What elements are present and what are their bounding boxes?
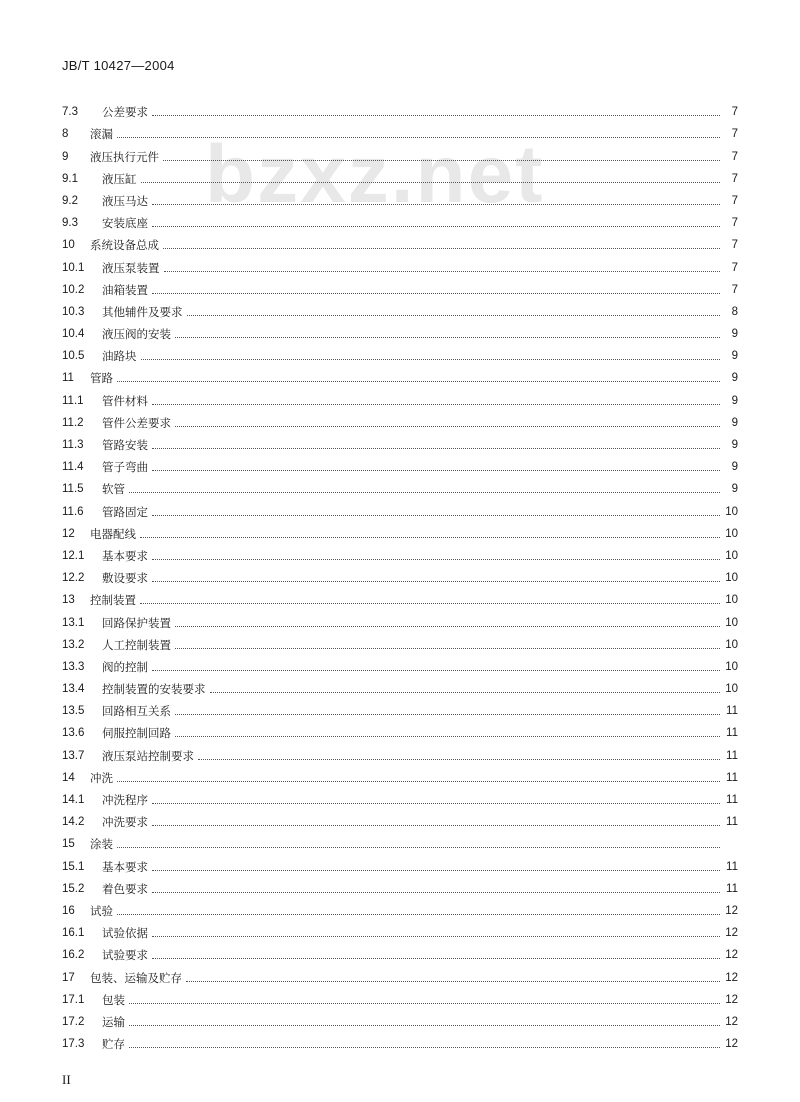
toc-leader-dots	[152, 869, 720, 871]
toc-entry	[62, 962, 738, 984]
toc-entry	[62, 275, 738, 297]
toc-entry-title: 液压缸	[102, 171, 137, 186]
toc-entry-page: 12	[725, 971, 738, 984]
toc-entry-number: 15.1	[62, 860, 85, 873]
toc-entry-title: 系统设备总成	[90, 238, 159, 253]
toc-leader-dots	[152, 203, 720, 205]
toc-entry-number: 9.2	[62, 194, 78, 207]
toc-entry-number: 9	[62, 150, 69, 163]
toc-entry	[62, 186, 738, 208]
toc-entry-number: 13.4	[62, 683, 85, 696]
toc-leader-dots	[129, 1046, 720, 1048]
toc-entry-number: 10.2	[62, 283, 85, 296]
toc-entry	[62, 896, 738, 918]
toc-entry-number: 16.2	[62, 949, 85, 962]
toc-entry-number: 15	[62, 838, 75, 851]
toc-entry-title: 基本要求	[102, 859, 148, 874]
toc-entry	[62, 141, 738, 163]
toc-leader-dots	[117, 136, 720, 138]
toc-entry-number: 17.3	[62, 1038, 85, 1051]
toc-leader-dots	[129, 1024, 720, 1026]
toc-entry	[62, 851, 738, 873]
toc-entry-number: 13.6	[62, 727, 85, 740]
toc-entry	[62, 541, 738, 563]
toc-entry-title: 人工控制装置	[102, 637, 171, 652]
toc-entry-title: 油路块	[102, 349, 137, 364]
toc-entry-title: 控制装置	[90, 593, 136, 608]
toc-entry-title: 敷设要求	[102, 571, 148, 586]
toc-entry	[62, 319, 738, 341]
toc-leader-dots	[117, 913, 720, 915]
toc-entry-title: 包装	[102, 992, 125, 1007]
toc-entry	[62, 874, 738, 896]
toc-entry-number: 12.1	[62, 549, 85, 562]
toc-entry-page: 9	[731, 394, 738, 407]
toc-entry-title: 其他辅件及要求	[102, 304, 183, 319]
toc-entry-page: 12	[725, 927, 738, 940]
toc-entry-page: 10	[725, 505, 738, 518]
toc-entry-number: 11.4	[62, 461, 84, 474]
toc-entry-title: 冲洗要求	[102, 815, 148, 830]
toc-entry	[62, 985, 738, 1007]
toc-entry	[62, 363, 738, 385]
toc-entry-page: 9	[731, 416, 738, 429]
toc-entry-title: 阀的控制	[102, 659, 148, 674]
toc-entry-title: 液压马达	[102, 193, 148, 208]
toc-entry-page: 10	[725, 638, 738, 651]
toc-entry-number: 13.3	[62, 660, 85, 673]
toc-entry-number: 10.1	[62, 261, 85, 274]
toc-entry-page: 9	[731, 483, 738, 496]
toc-entry-page: 11	[726, 816, 738, 829]
toc-entry-page: 9	[731, 439, 738, 451]
toc-entry	[62, 829, 738, 851]
toc-entry	[62, 718, 738, 740]
toc-leader-dots	[164, 270, 721, 272]
toc-entry-page: 11	[726, 794, 738, 806]
toc-entry-number: 11.6	[62, 505, 84, 518]
toc-entry-number: 8	[62, 128, 69, 141]
toc-entry-number: 10	[62, 239, 75, 252]
toc-entry	[62, 452, 738, 474]
toc-entry-page: 9	[731, 328, 738, 341]
toc-entry	[62, 297, 738, 319]
toc-leader-dots	[129, 1002, 720, 1004]
toc-entry	[62, 97, 738, 119]
toc-entry-number: 9.3	[62, 217, 78, 230]
toc-entry-number: 14	[62, 771, 75, 784]
toc-leader-dots	[175, 425, 720, 427]
toc-entry-title: 基本要求	[102, 548, 148, 563]
toc-entry-title: 贮存	[102, 1037, 125, 1052]
toc-entry-title: 管件公差要求	[102, 415, 171, 430]
toc-entry-title: 冲洗程序	[102, 793, 148, 807]
toc-entry-number: 17	[62, 971, 75, 984]
toc-entry-number: 17.2	[62, 1015, 85, 1028]
toc-entry-number: 13.2	[62, 638, 85, 651]
toc-entry-title: 试验依据	[102, 926, 148, 941]
toc-entry-number: 13.1	[62, 616, 85, 629]
toc-entry	[62, 430, 738, 452]
toc-entry-page: 12	[725, 1015, 738, 1028]
toc-entry	[62, 1007, 738, 1029]
toc-leader-dots	[152, 802, 720, 804]
toc-leader-dots	[117, 780, 720, 782]
toc-entry-title: 液压泵装置	[102, 260, 160, 275]
toc-entry-title: 涂装	[90, 837, 113, 852]
toc-entry-title: 试验要求	[102, 948, 148, 963]
toc-leader-dots	[152, 935, 720, 937]
toc-entry-title: 公差要求	[102, 105, 148, 120]
toc-entry	[62, 940, 738, 962]
toc-entry-number: 14.1	[62, 794, 85, 806]
toc-entry	[62, 230, 738, 252]
toc-leader-dots	[152, 292, 720, 294]
toc-entry-number: 7.3	[62, 106, 78, 119]
toc-entry-title: 液压阀的安装	[102, 327, 171, 342]
watermark: bzxz.net	[205, 129, 545, 220]
toc-leader-dots	[152, 957, 720, 959]
toc-leader-dots	[152, 514, 720, 516]
toc-entry-page: 12	[725, 1038, 738, 1051]
toc-leader-dots	[187, 314, 721, 316]
toc-leader-dots	[175, 336, 720, 338]
toc-entry	[62, 563, 738, 585]
toc-entry	[62, 696, 738, 718]
toc-entry-title: 管件材料	[102, 393, 148, 408]
toc-leader-dots	[175, 625, 720, 627]
toc-entry-page: 7	[731, 106, 738, 119]
toc-entry-title: 液压泵站控制要求	[102, 748, 194, 763]
toc-entry-number: 11.2	[62, 416, 84, 429]
toc-entry-number: 13.5	[62, 705, 85, 718]
toc-entry-page: 12	[725, 904, 738, 917]
toc-entry	[62, 119, 738, 141]
toc-entry-page: 10	[725, 660, 738, 673]
toc-entry	[62, 807, 738, 829]
toc-entry-title: 油箱装置	[102, 282, 148, 297]
toc-entry	[62, 630, 738, 652]
toc-entry	[62, 740, 738, 762]
toc-entry-title: 包装、运输及贮存	[90, 970, 182, 985]
toc-entry-page: 10	[725, 572, 738, 585]
toc-entry-page: 11	[726, 771, 738, 784]
toc-entry-title: 管路安装	[102, 438, 148, 452]
toc-entry-title: 软管	[102, 482, 125, 497]
toc-entry-number: 11.5	[62, 483, 84, 496]
toc-entry-title: 试验	[90, 903, 113, 918]
toc-entry-page: 11	[726, 860, 738, 873]
toc-leader-dots	[140, 602, 720, 604]
toc-entry-title: 控制装置的安装要求	[102, 682, 206, 697]
toc-entry-number: 9.1	[62, 172, 78, 185]
toc-entry-page: 10	[725, 527, 738, 540]
toc-leader-dots	[186, 980, 720, 982]
toc-entry-page: 7	[731, 217, 738, 230]
toc-entry-page: 7	[731, 194, 738, 207]
toc-entry-title: 回路保护装置	[102, 615, 171, 630]
toc-entry-page: 9	[731, 350, 738, 363]
toc-entry-title: 安装底座	[102, 216, 148, 231]
toc-entry-page: 10	[725, 683, 738, 696]
toc-entry	[62, 474, 738, 496]
toc-entry-page: 11	[726, 749, 738, 762]
toc-entry-title: 电器配线	[90, 526, 136, 541]
toc-entry-title: 回路相互关系	[102, 704, 171, 719]
toc-leader-dots	[141, 358, 721, 360]
toc-entry-number: 10.5	[62, 350, 85, 363]
toc-leader-dots	[175, 647, 720, 649]
toc-entry-number: 11.1	[62, 394, 84, 407]
toc-leader-dots	[152, 469, 720, 471]
toc-entry	[62, 918, 738, 940]
toc-entry-number: 12.2	[62, 572, 85, 585]
toc-leader-dots	[117, 846, 720, 848]
toc-entry	[62, 519, 738, 541]
toc-entry-number: 14.2	[62, 816, 85, 829]
toc-leader-dots	[163, 247, 720, 249]
toc-leader-dots	[140, 536, 720, 538]
toc-leader-dots	[163, 159, 720, 161]
toc-entry-page: 11	[726, 727, 738, 740]
toc-entry-number: 16.1	[62, 927, 85, 940]
toc-leader-dots	[175, 713, 720, 715]
toc-entry	[62, 763, 738, 785]
toc-leader-dots	[129, 491, 720, 493]
toc-entry	[62, 496, 738, 518]
toc-entry-page: 10	[725, 549, 738, 562]
toc-entry-title: 着色要求	[102, 881, 148, 896]
toc-entry-title: 管路	[90, 371, 113, 386]
toc-entry-title: 冲洗	[90, 770, 113, 785]
toc-entry-page: 9	[731, 461, 738, 474]
toc-entry-page: 7	[731, 261, 738, 274]
toc-entry-title: 伺服控制回路	[102, 726, 171, 741]
toc-entry	[62, 208, 738, 230]
toc-entry-page: 7	[731, 150, 738, 163]
toc-entry-number: 12	[62, 527, 75, 540]
toc-leader-dots	[198, 758, 720, 760]
document-code: JB/T 10427—2004	[62, 58, 175, 73]
toc-entry-number: 13	[62, 594, 75, 607]
toc-entry-number: 11	[62, 372, 74, 385]
toc-entry	[62, 341, 738, 363]
toc-entry	[62, 674, 738, 696]
toc-entry-number: 13.7	[62, 749, 85, 762]
toc-entry-number: 16	[62, 904, 75, 917]
toc-entry	[62, 585, 738, 607]
page-number-roman: II	[62, 1072, 71, 1087]
toc-entry-number: 15.2	[62, 882, 85, 895]
toc-leader-dots	[152, 824, 720, 826]
toc-leader-dots	[175, 735, 720, 737]
toc-entry	[62, 408, 738, 430]
toc-entry-number: 17.1	[62, 993, 85, 1006]
toc-leader-dots	[152, 447, 720, 449]
toc-entry-number: 10.3	[62, 305, 85, 318]
toc-entry-number: 10.4	[62, 328, 85, 341]
toc-entry	[62, 785, 738, 807]
toc-entry	[62, 652, 738, 674]
toc-entry-page: 7	[731, 283, 738, 296]
toc-entry-number: 11.3	[62, 439, 84, 451]
toc-leader-dots	[117, 380, 720, 382]
toc-entry-page: 11	[726, 705, 738, 718]
toc-entry-page: 12	[725, 949, 738, 962]
toc-entry	[62, 607, 738, 629]
toc-entry-page: 10	[725, 594, 738, 607]
toc-entry-page: 10	[725, 616, 738, 629]
toc-entry-page: 8	[731, 305, 738, 318]
toc-entry-title: 管路固定	[102, 504, 148, 519]
table-of-contents	[62, 97, 738, 1051]
toc-entry-title: 液压执行元件	[90, 149, 159, 164]
toc-entry	[62, 385, 738, 407]
toc-leader-dots	[141, 181, 721, 183]
toc-leader-dots	[152, 580, 720, 582]
toc-entry-page: 7	[731, 172, 738, 185]
toc-leader-dots	[152, 225, 720, 227]
toc-entry-page: 11	[726, 882, 738, 895]
toc-entry-page: 12	[725, 993, 738, 1006]
toc-leader-dots	[152, 558, 720, 560]
toc-entry-title: 管子弯曲	[102, 460, 148, 475]
toc-entry-title: 滚漏	[90, 127, 113, 142]
toc-leader-dots	[152, 891, 720, 893]
toc-entry-page: 9	[731, 372, 738, 385]
toc-leader-dots	[210, 691, 721, 693]
toc-leader-dots	[152, 403, 720, 405]
toc-leader-dots	[152, 114, 720, 116]
toc-entry	[62, 252, 738, 274]
toc-entry-page: 7	[731, 239, 738, 252]
toc-entry-page: 7	[731, 128, 738, 141]
toc-entry-title: 运输	[102, 1014, 125, 1029]
toc-entry	[62, 1029, 738, 1051]
toc-entry	[62, 164, 738, 186]
toc-leader-dots	[152, 669, 720, 671]
